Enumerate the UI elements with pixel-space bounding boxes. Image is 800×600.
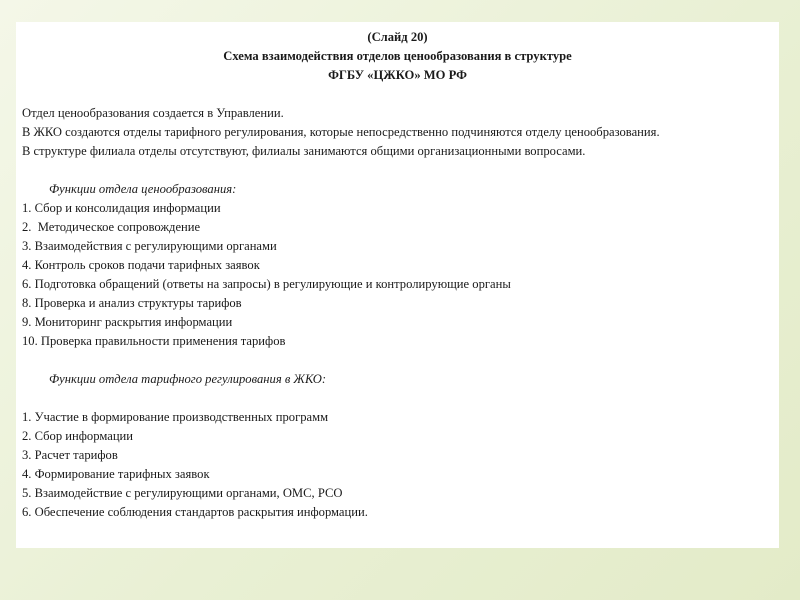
list-item: 8. Проверка и анализ структуры тарифов bbox=[22, 296, 242, 310]
list-item: 5. Взаимодействие с регулирующими органами, ОМС, РСО bbox=[22, 486, 343, 500]
spacer bbox=[22, 85, 773, 104]
pricing-dept-list bbox=[22, 199, 773, 351]
list-item: 2. Методическое сопровождение bbox=[22, 220, 201, 234]
spacer bbox=[22, 161, 773, 180]
list-item: 2. Сбор информации bbox=[22, 429, 134, 443]
tariff-dept-list bbox=[22, 408, 773, 522]
slide-number: (Слайд 20) bbox=[367, 30, 428, 44]
slide-text-box bbox=[16, 22, 779, 548]
list-item: 6. Обеспечение соблюдения стандартов раскрытия информации. bbox=[22, 505, 368, 519]
list-item: 4. Формирование тарифных заявок bbox=[22, 467, 210, 481]
slide-subtitle: ФГБУ «ЦЖКО» МО РФ bbox=[328, 68, 467, 82]
list-item: 3. Взаимодействия с регулирующими органами bbox=[22, 239, 277, 253]
intro-paragraph-1: Отдел ценообразования создается в Управлении. bbox=[22, 106, 284, 120]
spacer bbox=[22, 351, 773, 370]
pricing-dept-title: Функции отдела ценообразования: bbox=[49, 182, 237, 196]
list-item: 9. Мониторинг раскрытия информации bbox=[22, 315, 233, 329]
list-item: 3. Расчет тарифов bbox=[22, 448, 118, 462]
slide-title: Схема взаимодействия отделов ценообразования в структуре bbox=[223, 49, 572, 63]
intro-paragraph-3: В структуре филиала отделы отсутствуют, филиалы занимаются общими организационными вопросами. bbox=[22, 144, 586, 158]
tariff-dept-title: Функции отдела тарифного регулирования в ЖКО: bbox=[49, 372, 327, 386]
list-item: 1. Участие в формирование производственных программ bbox=[22, 410, 329, 424]
list-item: 1. Сбор и консолидация информации bbox=[22, 201, 221, 215]
list-item: 4. Контроль сроков подачи тарифных заявок bbox=[22, 258, 260, 272]
intro-paragraph-2: В ЖКО создаются отделы тарифного регулирования, которые непосредственно подчиняются отделу ценообразования. bbox=[22, 125, 660, 139]
spacer bbox=[22, 389, 773, 408]
list-item: 10. Проверка правильности применения тарифов bbox=[22, 334, 286, 348]
list-item: 6. Подготовка обращений (ответы на запросы) в регулирующие и контролирующие органы bbox=[22, 277, 511, 291]
